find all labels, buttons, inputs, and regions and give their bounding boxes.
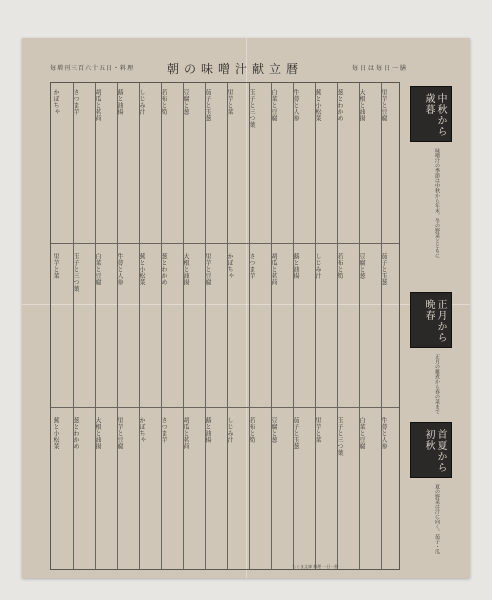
menu-column-text: 胡瓜と茗荷 (270, 253, 277, 286)
menu-column-text: 蕗と油揚 (292, 253, 299, 279)
menu-column-text: 里芋と菜 (226, 89, 233, 115)
season-badge-label: 正月から晩春 (423, 299, 446, 343)
menu-column-text: 里芋と菜 (314, 417, 321, 443)
grid-column-divider (227, 83, 228, 569)
menu-column-text: 里芋と豆腐 (380, 89, 387, 122)
menu-column-text: 茄子と玉葱 (204, 89, 211, 122)
menu-column-text: 若布と筍 (160, 89, 167, 115)
subtitle: 毎増刊三百六十五日・料理 (50, 65, 135, 72)
menu-column-text: 茄子と玉葱 (292, 417, 299, 450)
menu-column-text: かぼちゃ (138, 417, 145, 443)
menu-column-text: 蕗と油揚 (116, 89, 123, 115)
grid-column-divider (205, 83, 206, 569)
menu-column-text: 蕗と油揚 (204, 417, 211, 443)
menu-column-text: 大根と油揚 (182, 253, 189, 286)
menu-column-text: かぼちゃ (52, 89, 59, 115)
menu-column-text: しじみ汁 (226, 417, 233, 443)
season-note: 正月の雑煮から春の菜まで (434, 354, 440, 414)
menu-column-text: 葱とわかめ (160, 253, 167, 286)
grid-column-divider (271, 83, 272, 569)
menu-column-text: 若布と筍 (336, 253, 343, 279)
menu-column-text: 玉子と三つ葉 (72, 253, 79, 292)
grid-row-divider (51, 407, 399, 408)
menu-grid (50, 82, 400, 570)
season-badge-label: 中秋から歳暮 (423, 93, 446, 137)
season-badge (410, 292, 452, 348)
season-badge (410, 86, 452, 142)
grid-row-divider (51, 243, 399, 244)
menu-column-text: 玉子と三つ葉 (248, 89, 255, 128)
menu-column-text: 牛蒡と人参 (116, 253, 123, 286)
season-badge-label: 首夏から初秋 (423, 429, 446, 473)
menu-column-text: しじみ汁 (314, 253, 321, 279)
grid-column-divider (73, 83, 74, 569)
menu-column-text: 蕪と小松菜 (138, 253, 145, 286)
menu-column-text: 大根と油揚 (94, 417, 101, 450)
grid-column-divider (381, 83, 382, 569)
menu-column-text: 蕪と小松菜 (314, 89, 321, 122)
menu-column-text: 蕪と小松菜 (52, 417, 59, 450)
menu-column-text: さつま芋 (248, 253, 255, 279)
menu-column-text: 里芋と豆腐 (116, 417, 123, 450)
grid-column-divider (117, 83, 118, 569)
season-badge (410, 422, 452, 478)
menu-column-text: かぼちゃ (226, 253, 233, 279)
menu-column-text: 牛蒡と人参 (292, 89, 299, 122)
menu-column-text: 豆腐と葱 (358, 253, 365, 279)
menu-column-text: 胡瓜と茗荷 (94, 89, 101, 122)
menu-column-text: 白菜と豆腐 (94, 253, 101, 286)
season-panel (402, 82, 452, 568)
menu-column-text: さつま芋 (72, 89, 79, 115)
menu-column-text: 葱とわかめ (72, 417, 79, 450)
menu-column-text: 白菜と豆腐 (358, 417, 365, 450)
footer-note: ちくま文庫 料理 一日一膳 (292, 564, 339, 569)
grid-column-divider (139, 83, 140, 569)
grid-column-divider (359, 83, 360, 569)
menu-column-text: 白菜と豆腐 (270, 89, 277, 122)
menu-column-text: さつま芋 (160, 417, 167, 443)
menu-column-text: 里芋と菜 (52, 253, 59, 279)
menu-column-text: 玉子と三つ葉 (336, 417, 343, 456)
menu-column-text: 大根と油揚 (358, 89, 365, 122)
menu-column-text: 豆腐と葱 (182, 89, 189, 115)
header-right: 毎日は毎日一膳 (352, 65, 409, 72)
grid-column-divider (161, 83, 162, 569)
grid-column-divider (95, 83, 96, 569)
menu-column-text: 茄子と玉葱 (380, 253, 387, 286)
menu-column-text: 豆腐と葱 (270, 417, 277, 443)
menu-column-text: しじみ汁 (138, 89, 145, 115)
grid-column-divider (293, 83, 294, 569)
calendar-sheet (22, 38, 470, 578)
menu-column-text: 里芋と豆腐 (204, 253, 211, 286)
season-note: 夏の野菜は汁に向く。茄子・瓜 (434, 484, 440, 554)
menu-column-text: 胡瓜と茗荷 (182, 417, 189, 450)
grid-column-divider (249, 83, 250, 569)
page-title: 朝の味噌汁献立暦 (167, 62, 304, 76)
menu-column-text: 葱とわかめ (336, 89, 343, 122)
season-note: 味噌汁の季節は中秋から年末。冬の野菜とともに (434, 148, 440, 258)
grid-column-divider (337, 83, 338, 569)
menu-column-text: 牛蒡と人参 (380, 417, 387, 450)
grid-column-divider (315, 83, 316, 569)
grid-column-divider (183, 83, 184, 569)
menu-column-text: 若布と筍 (248, 417, 255, 443)
